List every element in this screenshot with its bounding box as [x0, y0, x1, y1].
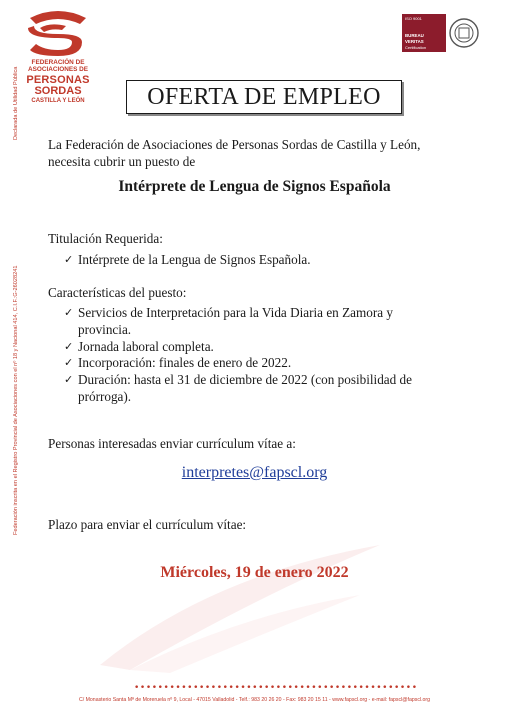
list-item — [64, 339, 424, 356]
list-item — [64, 305, 424, 339]
footer-divider: •••••••••••••••••••••••••••••••••••••••••••••••• — [134, 683, 418, 693]
characteristic-item: Incorporación: finales de enero de 2022. — [78, 355, 292, 371]
certification-badge — [402, 14, 480, 54]
characteristic-item: Duración: hasta el 31 de diciembre de 2022 (con posibilidad de prórroga). — [78, 372, 412, 404]
registry-label: Federación inscrita en el Registro Provincial de Asociaciones con el nº 18 y Nacional 414, C.I.F.:G-26028241 — [13, 265, 19, 535]
check-icon: ✓ — [64, 373, 74, 387]
check-icon: ✓ — [64, 253, 74, 266]
s-logo-icon — [26, 10, 90, 58]
utility-label: Declarada de Utilidad Pública — [13, 66, 19, 140]
federation-logo — [18, 10, 98, 104]
list-item — [64, 355, 424, 372]
logo-line-4: SORDAS — [34, 84, 82, 97]
qualification-item: Intérprete de la Lengua de Signos Española. — [78, 252, 311, 267]
list-item — [64, 252, 424, 269]
characteristics-list — [64, 305, 424, 406]
logo-line-1: FEDERACIÓN DE — [31, 59, 85, 66]
certification-seal-icon — [448, 14, 480, 52]
page-title: OFERTA DE EMPLEO — [147, 83, 381, 110]
logo-line-2: ASOCIACIONES DE — [27, 66, 88, 74]
deadline-text: Plazo para enviar el currículum vítae: — [48, 517, 247, 532]
intro-paragraph: La Federación de Asociaciones de Personas Sordas de Castilla y León, necesita cubrir un puesto de — [48, 137, 421, 169]
position-title: Intérprete de Lengua de Signos Española — [118, 178, 391, 195]
check-icon: ✓ — [64, 306, 74, 319]
title-box — [126, 80, 402, 114]
background-swoosh-icon — [90, 535, 390, 675]
certification-label: Certification — [405, 44, 427, 50]
bureau-veritas-box — [402, 14, 446, 52]
qualification-list — [64, 252, 424, 269]
deadline-date: Miércoles, 19 de enero 2022 — [160, 564, 349, 581]
email-link[interactable]: interpretes@fapscl.org — [181, 464, 328, 481]
characteristics-heading: Características del puesto: — [48, 285, 187, 300]
logo-line-5: CASTILLA Y LEÓN — [31, 97, 85, 104]
check-icon: ✓ — [64, 356, 74, 370]
check-icon: ✓ — [64, 339, 74, 353]
list-item — [64, 372, 424, 406]
bureau-label: BUREAU VERITAS — [405, 33, 424, 44]
qualification-heading: Titulación Requerida: — [48, 231, 163, 246]
footer-contact: C/ Monasterio Santa Mª de Moreruela nº 9, Local - 47015 Valladolid - Telf.: 983 20 26 20 - Fax: 983 20 15 11 - www.fapscl.org - e-mail: fapscl@fapscl.org — [78, 697, 431, 703]
iso-label: ISO 9001 — [405, 16, 422, 21]
characteristic-item: Servicios de Interpretación para la Vida Diaria en Zamora y provincia. — [78, 305, 393, 337]
logo-line-3: PERSONAS — [26, 73, 90, 86]
apply-text: Personas interesadas enviar currículum vítae a: — [48, 436, 296, 451]
characteristic-item: Jornada laboral completa. — [78, 338, 214, 354]
sidebar-utility-text — [3, 20, 19, 140]
email-line — [0, 464, 509, 482]
sidebar-registry-text — [3, 205, 19, 535]
